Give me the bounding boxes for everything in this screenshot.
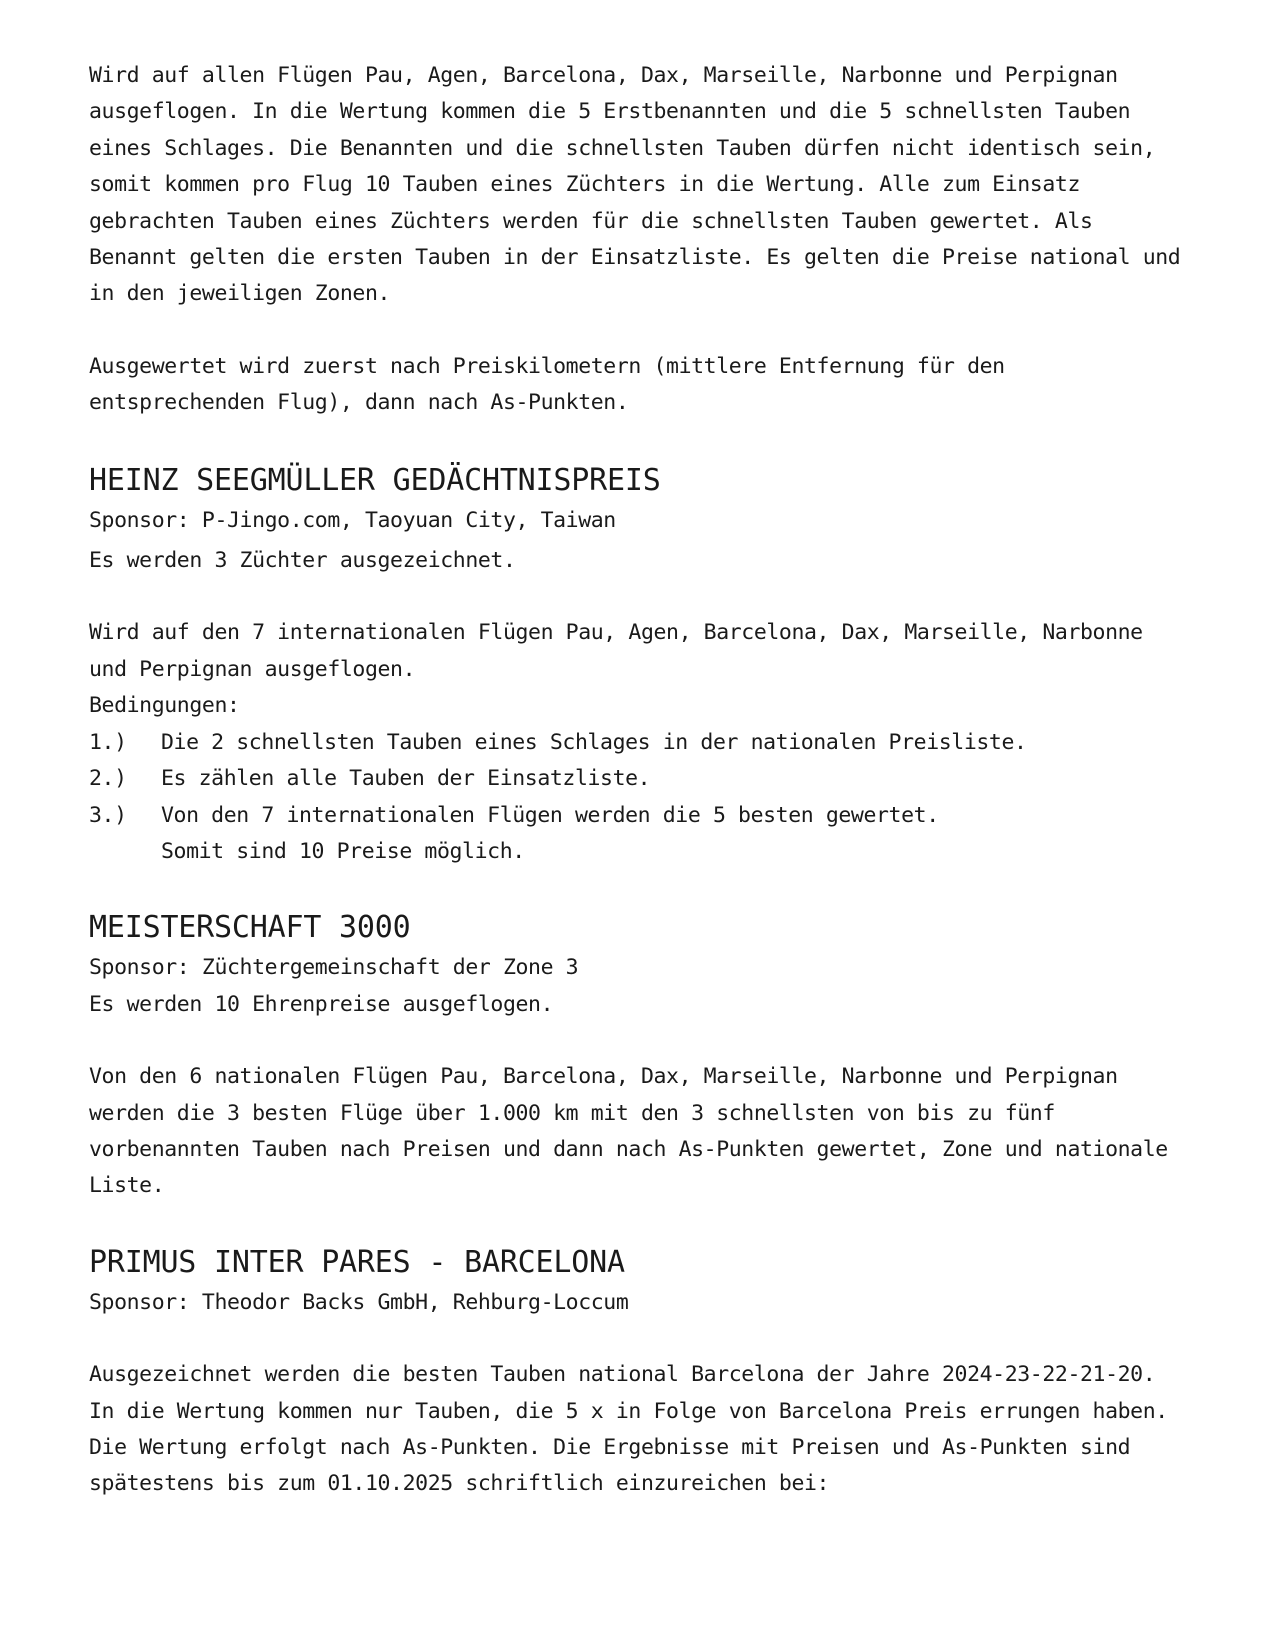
list-continuation: Somit sind 10 Preise möglich. xyxy=(161,838,525,864)
text-line: spätestens bis zum 01.10.2025 schriftlich einzureichen bei: xyxy=(89,1471,830,1497)
text-line: entsprechenden Flug), dann nach As-Punkten. xyxy=(89,390,629,416)
conditions-list xyxy=(89,725,1199,871)
section-title: MEISTERSCHAFT 3000 xyxy=(89,910,411,946)
text-line: ausgeflogen. In die Wertung kommen die 5 Erstbenannten und die 5 schnellsten Tauben xyxy=(89,99,1131,125)
list-item xyxy=(89,798,1199,834)
award-note: Es werden 3 Züchter ausgezeichnet. xyxy=(89,548,516,574)
text-line: gebrachten Tauben eines Züchters werden für die schnellsten Tauben gewertet. Als xyxy=(89,208,1093,234)
text-line: Ausgezeichnet werden die besten Tauben national Barcelona der Jahre 2024-23-22-21-20. xyxy=(89,1362,1156,1388)
text-line: Wird auf den 7 internationalen Flügen Pau, Agen, Barcelona, Dax, Marseille, Narbonne xyxy=(89,620,1143,646)
text-line: somit kommen pro Flug 10 Tauben eines Züchters in die Wertung. Alle zum Einsatz xyxy=(89,172,1080,198)
text-line: In die Wertung kommen nur Tauben, die 5 x in Folge von Barcelona Preis errungen haben. xyxy=(89,1398,1168,1424)
award-note: Es werden 10 Ehrenpreise ausgeflogen. xyxy=(89,991,554,1017)
text-line: Von den 6 nationalen Flügen Pau, Barcelona, Dax, Marseille, Narbonne und Perpignan xyxy=(89,1064,1118,1090)
list-text: Von den 7 internationalen Flügen werden die 5 besten gewertet. xyxy=(161,802,939,828)
section-title: HEINZ SEEGMÜLLER GEDÄCHTNISPREIS xyxy=(89,462,661,498)
sponsor-line: Sponsor: Züchtergemeinschaft der Zone 3 xyxy=(89,955,579,981)
intro-paragraph-2 xyxy=(89,349,1199,422)
text-line: Ausgewertet wird zuerst nach Preiskilometern (mittlere Entfernung für den xyxy=(89,353,1005,379)
text-line: Wird auf allen Flügen Pau, Agen, Barcelona, Dax, Marseille, Narbonne und Perpignan xyxy=(89,63,1118,88)
list-item xyxy=(89,761,1199,797)
text-line: und Perpignan ausgeflogen. xyxy=(89,656,416,682)
list-number: 3.) xyxy=(89,802,127,828)
text-line: Liste. xyxy=(89,1173,165,1199)
list-item xyxy=(89,725,1199,761)
list-number: 1.) xyxy=(89,729,127,755)
text-line: Die Wertung erfolgt nach As-Punkten. Die Ergebnisse mit Preisen und As-Punkten sind xyxy=(89,1434,1131,1460)
intro-paragraph-1 xyxy=(89,58,1199,313)
conditions-label: Bedingungen: xyxy=(89,693,240,719)
sponsor-line: Sponsor: P-Jingo.com, Taoyuan City, Taiwan xyxy=(89,507,616,533)
text-line: Benannt gelten die ersten Tauben in der Einsatzliste. Es gelten die Preise national und xyxy=(89,245,1181,271)
list-text: Es zählen alle Tauben der Einsatzliste. xyxy=(161,766,651,792)
list-text: Die 2 schnellsten Tauben eines Schlages in der nationalen Preisliste. xyxy=(161,729,1027,755)
text-line: eines Schlages. Die Benannten und die schnellsten Tauben dürfen nicht identisch sein, xyxy=(89,135,1156,161)
section-seegmueller xyxy=(89,461,1199,871)
text-line: vorbenannten Tauben nach Preisen und dann nach As-Punkten gewertet, Zone und nationale xyxy=(89,1136,1168,1162)
section-primus-inter-pares xyxy=(89,1243,1199,1503)
section-title: PRIMUS INTER PARES - BARCELONA xyxy=(89,1244,625,1280)
list-number: 2.) xyxy=(89,766,127,792)
text-line: in den jeweiligen Zonen. xyxy=(89,281,391,307)
sponsor-line: Sponsor: Theodor Backs GmbH, Rehburg-Loccum xyxy=(89,1289,629,1315)
document-page xyxy=(89,58,1199,1503)
section-meisterschaft xyxy=(89,908,1199,1204)
text-line: werden die 3 besten Flüge über 1.000 km mit den 3 schnellsten von bis zu fünf xyxy=(89,1100,1055,1126)
